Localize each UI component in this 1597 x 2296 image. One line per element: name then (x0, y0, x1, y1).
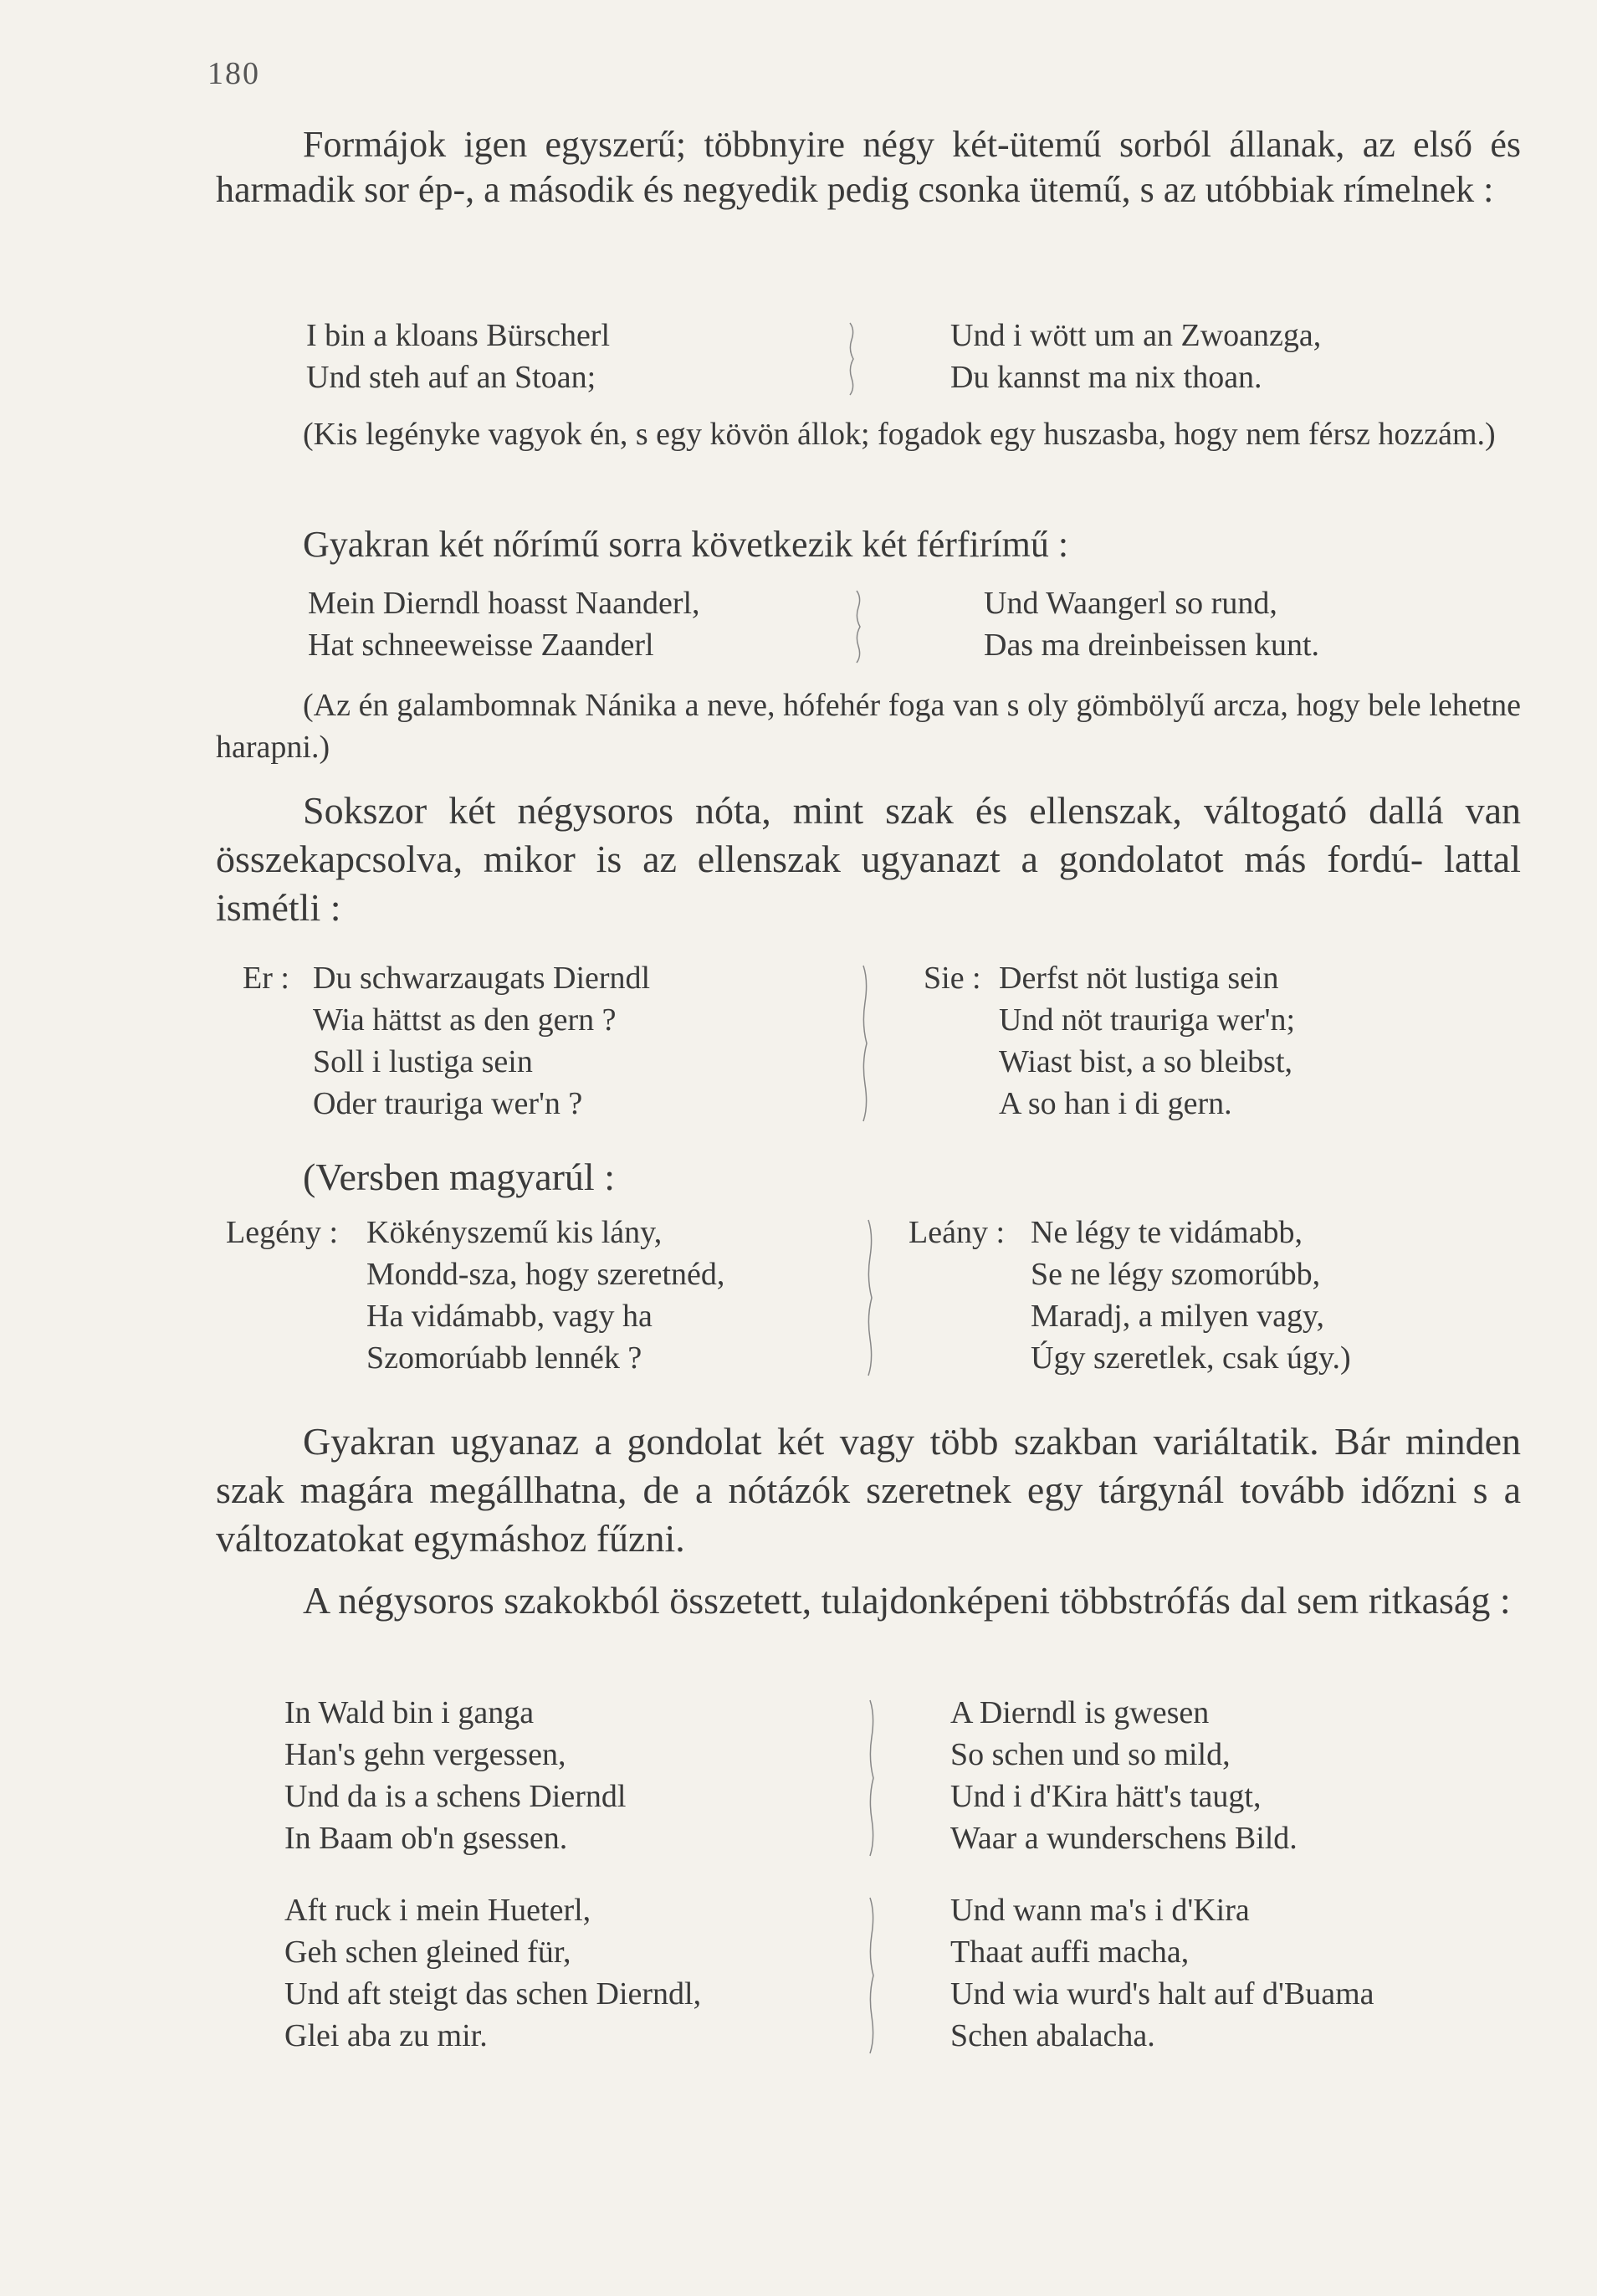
text-line: lattal ismétli : (216, 838, 1522, 929)
verse-line: Ne légy te vidámabb, (1031, 1215, 1303, 1250)
verse-line: Und i wött um an Zwoanzga, (950, 318, 1322, 353)
verse-2-left (308, 582, 700, 666)
verse-line: Glei aba zu mir. (284, 2018, 488, 2053)
speaker-legeny: Legény : (226, 1215, 339, 1250)
text-line: Sokszor két négysoros nóta, mint szak és ellenszak, váltogató dallá (303, 789, 1444, 832)
text-line: (Kis legényke vagyok én, s egy kövön állok; fogadok egy huszasba, hogy (303, 417, 1238, 452)
verse-brace (860, 964, 872, 1123)
verse-line: Szomorúabb lennék ? (366, 1340, 642, 1376)
verse-line: I bin a kloans Bürscherl (306, 318, 611, 353)
verse-4-left (366, 1212, 724, 1379)
verse-line: Mondd-sza, hogy szeretnéd, (366, 1257, 725, 1292)
verse-6-left (284, 1889, 701, 2057)
paragraph-multistrophe (216, 1576, 1521, 1625)
verse-5-left (284, 1692, 626, 1859)
verse-line: In Baam ob'n gsessen. (284, 1821, 568, 1856)
verse-2-right (984, 582, 1319, 666)
text-line: van összekapcsolva, mikor is az ellenszak ugyanazt a gondolatot más fordú- (216, 789, 1522, 880)
verse-line: Und steh auf an Stoan; (306, 360, 596, 395)
paragraph-variations (216, 1417, 1521, 1563)
verse-5-right (950, 1692, 1298, 1859)
verse-line: So schen und so mild, (950, 1737, 1231, 1772)
text-line: A négysoros szakokból összetett, tulajdonképeni többstrófás dal sem (303, 1579, 1359, 1622)
verse-line: Du schwarzaugats Dierndl (313, 961, 651, 996)
speaker-leany: Leány : (909, 1215, 1006, 1250)
verse-4-right (1031, 1212, 1351, 1379)
verse-line: Und wann ma's i d'Kira (950, 1893, 1250, 1928)
paragraph-rhymes (216, 522, 1521, 567)
verse-line: Wiast bist, a so bleibst, (999, 1044, 1292, 1079)
verse-line: Schen abalacha. (950, 2018, 1155, 2053)
verse-line: Hat schneeweisse Zaanderl (308, 628, 654, 663)
verse-line: Du kannst ma nix thoan. (950, 360, 1262, 395)
text-line: nem férsz hozzám.) (1246, 417, 1496, 452)
verse-6-right (950, 1889, 1374, 2057)
verse-line: A so han i di gern. (999, 1086, 1232, 1121)
text-line: s az utóbbiak rímelnek : (1139, 169, 1494, 210)
speaker-sie: Sie : (924, 961, 981, 996)
text-line: Gyakran ugyanaz a gondolat két vagy több szakban variáltatik. Bár (303, 1420, 1390, 1463)
verse-line: Mein Dierndl hoasst Naanderl, (308, 586, 700, 621)
text-line: (Az én galambomnak Nánika a neve, hófehér foga van s oly gömbölyű arcza, (303, 688, 1288, 723)
verse-line: Und da is a schens Dierndl (284, 1779, 627, 1814)
text-line: (Versben magyarúl : (303, 1156, 615, 1198)
verse-line: Maradj, a milyen vagy, (1031, 1299, 1325, 1334)
verse-line: Úgy szeretlek, csak úgy.) (1031, 1340, 1351, 1376)
verse-line: Thaat auffi macha, (950, 1935, 1190, 1970)
verse-3-right (999, 957, 1295, 1125)
verse-brace (847, 321, 858, 397)
verse-1-right (950, 315, 1321, 398)
verse-line: Ha vidámabb, vagy ha (366, 1299, 653, 1334)
verse-line: A Dierndl is gwesen (950, 1695, 1210, 1730)
verse-3-left (313, 957, 650, 1125)
text-line: tovább időzni s a változatokat egymáshoz fűzni. (216, 1468, 1521, 1560)
verse-line: Wia hättst as den gern ? (313, 1002, 617, 1038)
speaker-er: Er : (243, 961, 289, 996)
text-line: Gyakran két nőrímű sorra következik két férfirímű : (303, 524, 1069, 565)
verse-line: In Wald bin i ganga (284, 1695, 535, 1730)
verse-line: Und aft steigt das schen Dierndl, (284, 1976, 702, 2012)
verse-brace (867, 1699, 878, 1858)
verse-brace (867, 1896, 878, 2055)
verse-line: Waar a wunderschens Bild. (950, 1821, 1298, 1856)
verse-brace (865, 1218, 877, 1377)
verse-brace (853, 589, 865, 664)
verse-line: Und nöt trauriga wer'n; (999, 1002, 1296, 1038)
verse-line: Geh schen gleined für, (284, 1935, 571, 1970)
paragraph-stanzas (216, 787, 1521, 932)
paragraph-translation-2 (216, 684, 1521, 768)
verse-line: Oder trauriga wer'n ? (313, 1086, 583, 1121)
verse-line: Und wia wurd's halt auf d'Buama (950, 1976, 1374, 2012)
page-number: 180 (207, 56, 260, 91)
verse-line: Und Waangerl so rund, (984, 586, 1277, 621)
text-line: minden szak magára megállhatna, de a nótázók szeretnek egy tárgynál (216, 1420, 1522, 1511)
paragraph-translation-1 (216, 413, 1521, 455)
verse-line: Aft ruck i mein Hueterl, (284, 1893, 591, 1928)
verse-line: Derfst nöt lustiga sein (999, 961, 1279, 996)
text-line: az első és harmadik sor ép-, a második és negyedik pedig csonka ütemű, (216, 124, 1521, 210)
verse-line: Han's gehn vergessen, (284, 1737, 566, 1772)
verse-line: Und i d'Kira hätt's taugt, (950, 1779, 1262, 1814)
verse-line: Soll i lustiga sein (313, 1044, 533, 1079)
verse-line: Das ma dreinbeissen kunt. (984, 628, 1320, 663)
text-line: Formájok igen egyszerű; többnyire négy két-ütemű sorból állanak, (303, 124, 1345, 165)
text-line: hogy bele lehetne harapni.) (216, 688, 1521, 765)
verse-line: Kökényszemű kis lány, (366, 1215, 663, 1250)
verse-line: Se ne légy szomorúbb, (1031, 1257, 1321, 1292)
paragraph-in-hungarian (216, 1153, 1521, 1202)
paragraph-forms (216, 122, 1521, 213)
text-line: ritkaság : (1368, 1579, 1511, 1622)
verse-1-left (306, 315, 610, 398)
